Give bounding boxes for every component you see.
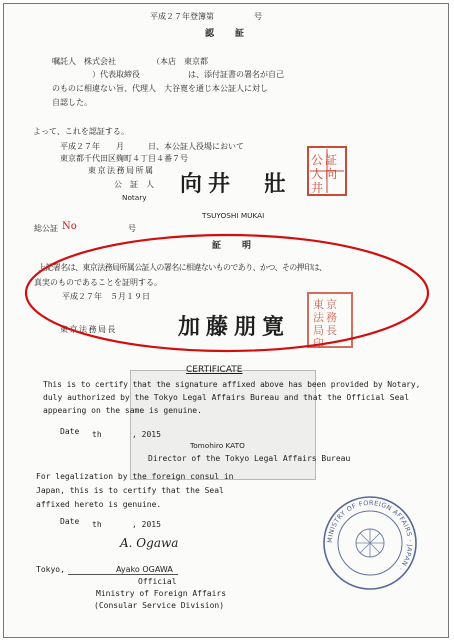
certificate-date-year: , 2015 — [132, 430, 161, 439]
notary-label: 公 証 人 — [114, 180, 154, 189]
legalization-date-label: Date — [60, 517, 80, 526]
general-number-suffix: 号 — [128, 224, 136, 233]
general-number-no: No — [62, 221, 77, 232]
certificate-title: CERTIFICATE — [186, 365, 243, 375]
certificate-date-th: th — [92, 430, 102, 439]
proof-date: 平成２７年 ５月１９日 — [62, 292, 150, 301]
certification-title: 認 証 — [205, 29, 251, 39]
notary-seal-text: 公証人向井 — [311, 153, 340, 195]
general-number-label: 総公証 — [34, 224, 58, 233]
notary-signature: 向井 壯 — [180, 171, 293, 197]
director-name-seal: 加藤朋寛 — [178, 314, 291, 340]
date-place-line-2: 東京都千代田区麹町４丁目４番７号 — [60, 154, 188, 163]
certified-statement: よって、これを認証する。 — [33, 127, 129, 136]
certificate-date-label: Date — [60, 427, 80, 436]
legalization-line-2: Japan, this is to certify that the Seal — [36, 486, 224, 495]
legalization-place: Tokyo, — [36, 565, 65, 574]
legalization-date-year: , 2015 — [132, 520, 161, 529]
legalization-signature: A. Ogawa — [120, 536, 179, 550]
mandate-line-4: 自認した。 — [52, 98, 92, 107]
legalization-ministry: Ministry of Foreign Affairs — [96, 589, 227, 598]
registration-number: 平成２７年登簿第 号 — [150, 12, 262, 21]
proof-line-1: 上記署名は、東京法務局所属公証人の署名に相違ないものであり、かつ、その押印は、 — [38, 263, 327, 272]
date-place-line-1: 平成２７年 月 日、本公証人役場において — [60, 142, 244, 151]
bureau-seal-text: 東京法務局長印 — [313, 298, 339, 350]
signature-line — [68, 574, 178, 575]
legalization-date-th: th — [92, 520, 102, 529]
legalization-name: Ayako OGAWA — [116, 565, 173, 574]
certificate-line-1: This is to certify that the signature affixed above has been provided by Notary, — [43, 380, 421, 389]
bureau-title: 東京法務局長 — [60, 325, 117, 334]
ministry-seal-text: MINISTRY OF FOREIGN AFFAIRS · JAPAN · — [325, 498, 415, 573]
legalization-division: (Consular Service Division) — [94, 601, 225, 610]
certificate-signer-title: Director of the Tokyo Legal Affairs Bureau — [148, 454, 351, 463]
certificate-line-3: appearing on the same is genuine. — [43, 406, 202, 415]
notary-label-en: Notary — [122, 193, 147, 202]
legalization-official: Official — [138, 577, 177, 586]
legalization-line-3: affixed hereto is genuine. — [36, 500, 162, 509]
mandate-line-3: のものに相違ない旨、代理人 大谷寛を通じ本公証人に対し — [52, 84, 268, 93]
legalization-line-1: For legalization by the foreign consul in — [36, 472, 234, 481]
notary-office: 東京法務局所属 — [88, 166, 155, 175]
certificate-signer-name: Tomohiro KATO — [190, 441, 245, 450]
proof-title: 証 明 — [212, 241, 258, 251]
notary-name-en: TSUYOSHI MUKAI — [202, 211, 265, 220]
mandate-line-1: 嘱託人 株式会社 （本店 東京都 — [52, 57, 208, 66]
certificate-line-2: duly authorized by the Tokyo Legal Affairs Bureau and that the Official Seal — [43, 393, 410, 402]
proof-line-2: 真実のものであることを証明する。 — [34, 278, 162, 287]
mandate-line-2: ）代表取締役 は、添付証書の署名が自己 — [92, 70, 284, 79]
